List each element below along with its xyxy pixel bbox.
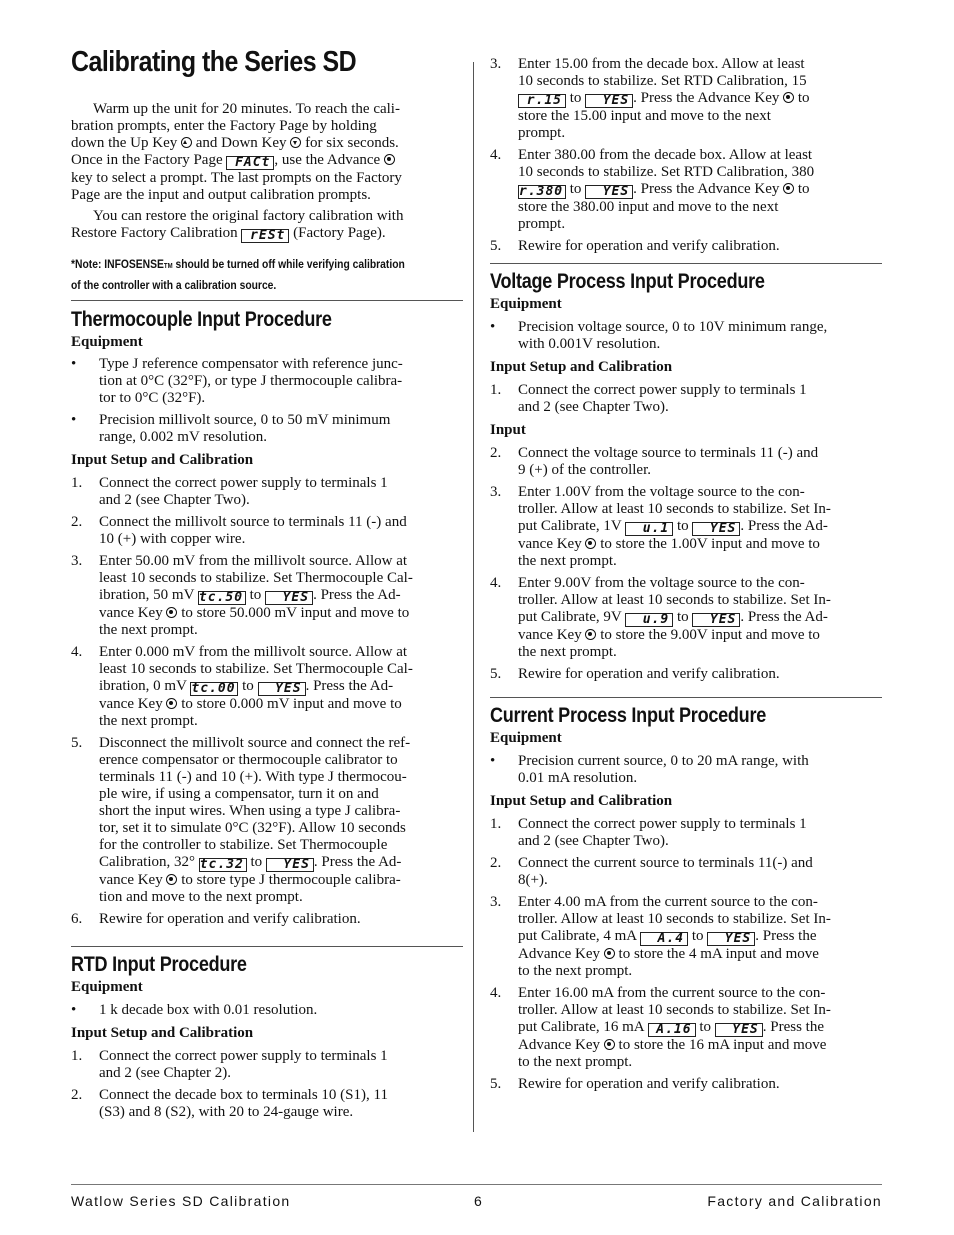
footer-chapter: Factory and Calibration <box>707 1193 882 1209</box>
text-line: Connect the voltage source to terminals 11 (-) and <box>518 445 819 461</box>
current-section <box>490 704 882 1093</box>
text-line: Page are the input and output calibration prompts. <box>71 187 371 203</box>
text-line: to store 50.000 mV input and move to <box>181 605 410 621</box>
advance-key-icon <box>783 92 794 103</box>
text-line: 10 seconds to stabilize. Set RTD Calibration, 15 <box>518 73 807 89</box>
subheading-input: Input <box>490 422 526 438</box>
list-item: • 1 k decade box with 0.01 resolution. <box>71 1002 463 1019</box>
display-a4: A.4 <box>640 932 688 946</box>
text-line: Enter 0.000 mV from the millivolt source. Allow at <box>99 644 408 660</box>
text-line: least 10 seconds to stabilize. Set Thermocouple Cal- <box>99 570 413 586</box>
text-line: . Press the Ad- <box>313 587 401 603</box>
text-line: and 2 (see Chapter Two). <box>518 399 669 415</box>
section-rule <box>490 697 882 698</box>
text-line: the next prompt. <box>99 713 198 729</box>
text-line: and Down Key <box>195 135 287 151</box>
text-line: for six seconds. <box>305 135 399 151</box>
list-item: • Type J reference compensator with reference junc- tion at 0°C (32°F), or type J thermocouple calibra- tor to 0°C (32°F). <box>71 356 463 407</box>
subheading-equipment: Equipment <box>71 979 143 995</box>
thermocouple-section <box>71 308 463 928</box>
text-line: Connect the decade box to terminals 10 (S1), 11 <box>99 1087 388 1103</box>
text-line: vance Key <box>518 536 582 552</box>
text-line: put Calibrate, 1V <box>518 518 622 534</box>
page-title: Calibrating the Series SD <box>71 46 357 78</box>
advance-key-icon <box>604 1039 615 1050</box>
subheading-input-setup: Input Setup and Calibration <box>490 359 673 375</box>
text-line: Advance Key <box>518 1037 601 1053</box>
text-to: to <box>569 181 582 197</box>
advance-key-icon <box>166 698 177 709</box>
step-1: 1. Connect the correct power supply to terminals 1 and 2 (see Chapter Two). <box>490 816 882 850</box>
text-line: Enter 4.00 mA from the current source to the con- <box>518 894 818 910</box>
display-a16: A.16 <box>648 1023 696 1037</box>
text-line: . Press the Ad- <box>740 609 828 625</box>
display-yes: YES <box>258 682 306 696</box>
section-heading: Thermocouple Input Procedure <box>71 308 332 331</box>
text-line: Precision voltage source, 0 to 10V minimum range, <box>518 319 828 335</box>
text-line: Precision current source, 0 to 20 mA range, with <box>518 753 809 769</box>
text-line: down the Up Key <box>71 135 178 151</box>
text-line: to store the 1.00V input and move to <box>600 536 820 552</box>
step-3: 3. Enter 1.00V from the voltage source to the con- troller. Allow at least 10 seconds to stabilize. Set In- put Calibrate, 1V u.1 to YES . Press the Ad- vance Key to store the 1.00V input and move to the next prompt. <box>490 484 882 570</box>
text-line: Restore Factory Calibration <box>71 225 238 241</box>
text-line: put Calibrate, 4 mA <box>518 928 637 944</box>
text-line: . Press the Ad- <box>313 854 402 870</box>
list-item: • Precision current source, 0 to 20 mA range, with 0.01 mA resolution. <box>490 753 882 787</box>
text-line: range, 0.002 mV resolution. <box>99 429 268 445</box>
text-line: Rewire for operation and verify calibration. <box>518 1076 780 1092</box>
display-u1: u.1 <box>625 522 673 536</box>
text-line: and 2 (see Chapter Two). <box>518 833 669 849</box>
text-line: Once in the Factory Page <box>71 152 223 168</box>
text-line: Enter 15.00 from the decade box. Allow at least <box>518 56 805 72</box>
text-line: . Press the Advance Key <box>633 181 780 197</box>
text-line: to the next prompt. <box>518 1054 633 1070</box>
list-item: • Precision millivolt source, 0 to 50 mV minimum range, 0.002 mV resolution. <box>71 412 463 446</box>
text-line: ple wire, if using a compensator, turn it on and <box>99 786 379 802</box>
text-line: . Press the <box>762 1019 824 1035</box>
text-line: ibration, 0 mV <box>99 678 187 694</box>
text-line: 1 k decade box with 0.01 resolution. <box>99 1002 318 1018</box>
text-line: the next prompt. <box>518 644 617 660</box>
text-line: prompt. <box>518 216 566 232</box>
text-line: to the next prompt. <box>518 963 633 979</box>
text-line: Precision millivolt source, 0 to 50 mV minimum <box>99 412 391 428</box>
section-rule <box>490 263 882 264</box>
section-heading: Current Process Input Procedure <box>490 704 767 727</box>
text-line: Enter 50.00 mV from the millivolt source. Allow at <box>99 553 408 569</box>
text-line: to store type J thermocouple calibra- <box>181 872 401 888</box>
page-footer <box>71 1184 882 1209</box>
text-line: to store the 16 mA input and move <box>618 1037 827 1053</box>
text-line: Rewire for operation and verify calibration. <box>518 238 780 254</box>
step-3: 3. Enter 50.00 mV from the millivolt source. Allow at least 10 seconds to stabilize. Set Thermocouple Cal- ibration, 50 mV tc.50 to YES . Press the Ad- vance Key to store 50.000 mV input and move to the next prompt. <box>71 553 463 639</box>
section-heading: RTD Input Procedure <box>71 953 247 976</box>
step-5: 5. Rewire for operation and verify calibration. <box>490 238 882 255</box>
step-2: 2. Connect the decade box to terminals 10 (S1), 11 (S3) and 8 (S2), with 20 to 24-gauge wire. <box>71 1087 463 1121</box>
rtd-section-continued <box>490 56 882 255</box>
advance-key-icon <box>604 948 615 959</box>
text-line: key to select a prompt. The last prompts on the Factory <box>71 170 402 186</box>
text-line: Advance Key <box>518 946 601 962</box>
display-yes: YES <box>715 1023 763 1037</box>
text-line: 10 seconds to stabilize. Set RTD Calibration, 380 <box>518 164 815 180</box>
text-line: to store 0.000 mV input and move to <box>181 696 402 712</box>
text-line: Warm up the unit for 20 minutes. To reach the cali- <box>93 101 400 117</box>
text-line: Connect the correct power supply to terminals 1 <box>518 816 807 832</box>
text-line: put Calibrate, 9V <box>518 609 622 625</box>
text-line: Connect the correct power supply to terminals 1 <box>99 1048 388 1064</box>
advance-key-icon <box>783 183 794 194</box>
text-line: ibration, 50 mV <box>99 587 195 603</box>
subheading-input-setup: Input Setup and Calibration <box>71 452 254 468</box>
advance-key-icon <box>166 874 177 885</box>
step-5: 5. Rewire for operation and verify calibration. <box>490 666 882 683</box>
display-yes: YES <box>585 185 633 199</box>
advance-key-icon <box>585 538 596 549</box>
text-line: vance Key <box>99 872 163 888</box>
display-yes: YES <box>692 522 740 536</box>
text-line: Connect the correct power supply to terminals 1 <box>99 475 388 491</box>
step-4: 4. Enter 380.00 from the decade box. Allow at least 10 seconds to stabilize. Set RTD Calibration, 380 r.380 to YES . Press the Advance Key to store the 380.00 input and move to the next prompt. <box>490 147 882 233</box>
text-line: Connect the current source to terminals 11(-) and <box>518 855 813 871</box>
advance-key-icon <box>166 607 177 618</box>
text-to: to <box>250 854 263 870</box>
step-4: 4. Enter 0.000 mV from the millivolt source. Allow at least 10 seconds to stabilize. Set Thermocouple Cal- ibration, 0 mV tc.00 to YES . Press the Ad- vance Key to store 0.000 mV input and move to the next prompt. <box>71 644 463 730</box>
text-line: troller. Allow at least 10 seconds to stabilize. Set In- <box>518 592 831 608</box>
display-tc32: tc.32 <box>199 858 247 872</box>
up-key-icon <box>181 137 192 148</box>
text-line: . Press the Ad- <box>305 678 394 694</box>
page-number: 6 <box>474 1193 484 1209</box>
display-r15: r.15 <box>518 94 566 108</box>
text-line: You can restore the original factory calibration with <box>93 208 404 224</box>
step-3: 3. Enter 15.00 from the decade box. Allow at least 10 seconds to stabilize. Set RTD Calibration, 15 r.15 to YES . Press the Advance Key to store the 15.00 input and move to the next prompt. <box>490 56 882 142</box>
text-line: troller. Allow at least 10 seconds to stabilize. Set In- <box>518 911 831 927</box>
text-line: tion and move to the next prompt. <box>99 889 303 905</box>
subheading-input-setup: Input Setup and Calibration <box>71 1025 254 1041</box>
text-line: least 10 seconds to stabilize. Set Thermocouple Cal- <box>99 661 413 677</box>
down-key-icon <box>290 137 301 148</box>
section-heading: Voltage Process Input Procedure <box>490 270 765 293</box>
step-6: 6. Rewire for operation and verify calibration. <box>71 911 463 928</box>
text-line: store the 15.00 input and move to the next <box>518 108 771 124</box>
text-line: 9 (+) of the controller. <box>518 462 652 478</box>
display-yes: YES <box>585 94 633 108</box>
display-u9: u.9 <box>625 613 673 627</box>
voltage-section <box>490 270 882 683</box>
text-line: Connect the millivolt source to terminals 11 (-) and <box>99 514 407 530</box>
text-line: vance Key <box>99 696 163 712</box>
text-line: for the controller to stabilize. Set Thermocouple <box>99 837 388 853</box>
text-line: the next prompt. <box>518 553 617 569</box>
text-to: to <box>676 518 689 534</box>
text-line: tor, set it to simulate 0°C (32°F). Allow 10 seconds <box>99 820 406 836</box>
display-rest: rESt <box>241 229 289 243</box>
section-rule <box>71 300 463 301</box>
text-line: tor to 0°C (32°F). <box>99 390 206 406</box>
text-line: Rewire for operation and verify calibration. <box>99 911 361 927</box>
text-to: to <box>569 90 582 106</box>
step-1: 1. Connect the correct power supply to terminals 1 and 2 (see Chapter Two). <box>490 382 882 416</box>
text-line: Enter 16.00 mA from the current source to the con- <box>518 985 826 1001</box>
step-4: 4. Enter 9.00V from the voltage source to the con- troller. Allow at least 10 seconds to stabilize. Set In- put Calibrate, 9V u.9 to YES . Press the Ad- vance Key to store the 9.00V input and move to the next prompt. <box>490 575 882 661</box>
note-text: *Note: INFOSENSE <box>71 257 164 271</box>
text-line: Calibration, 32° <box>99 854 195 870</box>
text-to: to <box>691 928 704 944</box>
text-line: . Press the Advance Key <box>633 90 780 106</box>
text-line: 10 (+) with copper wire. <box>99 531 246 547</box>
advance-key-icon <box>384 154 395 165</box>
text-line: vance Key <box>99 605 163 621</box>
text-to: to <box>699 1019 711 1035</box>
text-line: to store the 4 mA input and move <box>618 946 819 962</box>
text-line: put Calibrate, 16 mA <box>518 1019 644 1035</box>
text-line: terminals 11 (-) and 10 (+). With type J thermocou- <box>99 769 407 785</box>
column-divider <box>473 62 474 1132</box>
intro-paragraph-1 <box>71 101 463 204</box>
display-tc00: tc.00 <box>190 682 238 696</box>
note-text: of the controller with a calibration source. <box>71 278 277 292</box>
footer-title: Watlow Series SD Calibration <box>71 1193 291 1209</box>
text-line: Type J reference compensator with reference junc- <box>99 356 403 372</box>
display-yes: YES <box>707 932 755 946</box>
text-line: Disconnect the millivolt source and connect the ref- <box>99 735 411 751</box>
text-line: tion at 0°C (32°F), or type J thermocouple calibra- <box>99 373 403 389</box>
text-line: to store the 9.00V input and move to <box>600 627 820 643</box>
display-yes: YES <box>692 613 740 627</box>
text-line: and 2 (see Chapter Two). <box>99 492 250 508</box>
text-line: (Factory Page). <box>293 225 386 241</box>
display-yes: YES <box>265 591 313 605</box>
display-tc50: tc.50 <box>198 591 246 605</box>
text-line: troller. Allow at least 10 seconds to stabilize. Set In- <box>518 501 831 517</box>
text-line: erence compensator or thermocouple calibrator to <box>99 752 398 768</box>
step-2: 2. Connect the current source to terminals 11(-) and 8(+). <box>490 855 882 889</box>
text-line: the next prompt. <box>99 622 198 638</box>
list-item: • Precision voltage source, 0 to 10V minimum range, with 0.001V resolution. <box>490 319 882 353</box>
text-to: to <box>249 587 262 603</box>
text-line: store the 380.00 input and move to the next <box>518 199 779 215</box>
display-r380: r.380 <box>518 185 566 199</box>
display-yes: YES <box>266 858 314 872</box>
subheading-equipment: Equipment <box>490 296 562 312</box>
advance-key-icon <box>585 629 596 640</box>
step-2: 2. Connect the voltage source to terminals 11 (-) and 9 (+) of the controller. <box>490 445 882 479</box>
subheading-equipment: Equipment <box>71 334 143 350</box>
section-rule <box>71 946 463 947</box>
step-1: 1. Connect the correct power supply to terminals 1 and 2 (see Chapter Two). <box>71 475 463 509</box>
text-line: Enter 1.00V from the voltage source to the con- <box>518 484 805 500</box>
subheading-equipment: Equipment <box>490 730 562 746</box>
text-line: bration prompts, enter the Factory Page by holding <box>71 118 377 134</box>
text-line: Enter 9.00V from the voltage source to the con- <box>518 575 805 591</box>
text-line: . Press the Ad- <box>740 518 828 534</box>
intro-paragraph-2 <box>71 208 463 243</box>
step-3: 3. Enter 4.00 mA from the current source to the con- troller. Allow at least 10 seconds to stabilize. Set In- put Calibrate, 4 mA A.4 to YES . Press the Advance Key to store the 4 mA input and move to the next prompt. <box>490 894 882 980</box>
text-line: (S3) and 8 (S2), with 20 to 24-gauge wire. <box>99 1104 354 1120</box>
text-line: and 2 (see Chapter 2). <box>99 1065 232 1081</box>
text-line: prompt. <box>518 125 566 141</box>
step-4: 4. Enter 16.00 mA from the current source to the con- troller. Allow at least 10 seconds to stabilize. Set In- put Calibrate, 16 mA A.16 to YES . Press the Advance Key to store the 16 mA input and move to the next prompt. <box>490 985 882 1071</box>
rtd-section <box>71 953 463 1121</box>
text-line: vance Key <box>518 627 582 643</box>
text-line: Connect the correct power supply to terminals 1 <box>518 382 807 398</box>
text-line: , use the Advance <box>274 152 381 168</box>
trademark-mark: TM <box>163 263 173 270</box>
text-line: with 0.001V resolution. <box>518 336 661 352</box>
text-to: to <box>676 609 689 625</box>
step-5: 5. Disconnect the millivolt source and connect the ref- erence compensator or thermocouple calibrator to terminals 11 (-) and 10 (+). With type J thermocou- ple wire, if using a compensator, turn it on and short the input wires. When using a type J calibra- tor, set it to simulate 0°C (32°F). Allow 10 seconds for the controller to stabilize. Set Thermocouple Calibration, 32° tc.32 to YES . Press the Ad- vance Key to store type J thermocouple calibra- tion and move to the next prompt. <box>71 735 463 906</box>
note-text: should be turned off while verifying calibration <box>172 257 405 271</box>
step-5: 5. Rewire for operation and verify calibration. <box>490 1076 882 1093</box>
step-2: 2. Connect the millivolt source to terminals 11 (-) and 10 (+) with copper wire. <box>71 514 463 548</box>
text-to: to <box>242 678 254 694</box>
display-fact: FACt <box>226 156 274 170</box>
step-1: 1. Connect the correct power supply to terminals 1 and 2 (see Chapter 2). <box>71 1048 463 1082</box>
text-line: . Press the <box>755 928 817 944</box>
text-line: troller. Allow at least 10 seconds to stabilize. Set In- <box>518 1002 831 1018</box>
text-line: 8(+). <box>518 872 548 888</box>
text-line: 0.01 mA resolution. <box>518 770 638 786</box>
subheading-input-setup: Input Setup and Calibration <box>490 793 673 809</box>
infosense-note <box>71 255 463 294</box>
text-line: short the input wires. When using a type J calibra- <box>99 803 401 819</box>
footer-rule <box>71 1184 882 1185</box>
text-line: Enter 380.00 from the decade box. Allow at least <box>518 147 813 163</box>
text-line: Rewire for operation and verify calibration. <box>518 666 780 682</box>
